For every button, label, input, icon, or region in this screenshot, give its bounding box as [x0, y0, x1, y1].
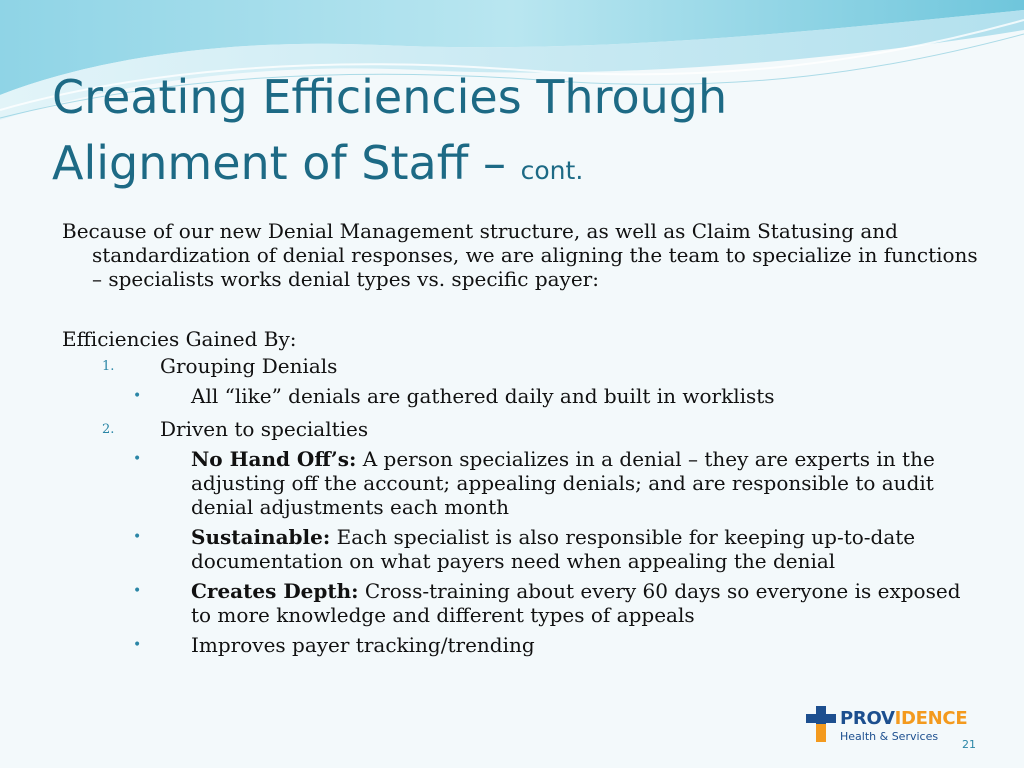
bullet-icon: • — [133, 451, 142, 467]
numbered-item — [62, 414, 982, 444]
logo-brand-part2: IDENCE — [894, 708, 968, 729]
numbered-item — [62, 351, 982, 381]
slide-title — [52, 64, 952, 204]
bullet-icon: • — [133, 388, 142, 404]
bullet-bold-lead: No Hand Off’s: — [191, 447, 357, 471]
bullet-item — [62, 447, 982, 519]
bullet-text: Improves payer tracking/trending — [191, 633, 535, 657]
bullet-icon: • — [133, 637, 142, 653]
item-label: Driven to specialties — [160, 417, 369, 441]
logo-brand-part1: PROV — [840, 708, 895, 729]
bullet-item — [62, 384, 982, 408]
slide-body — [62, 219, 982, 663]
item-label: Grouping Denials — [160, 354, 338, 378]
logo-subtitle: Health & Services — [840, 730, 939, 743]
bullet-icon: • — [133, 583, 142, 599]
bullet-text: Each specialist is also responsible for keeping up-to-date documentation on what payers need when appealing the denial — [191, 525, 916, 573]
bullet-item — [62, 579, 982, 627]
bullet-text: A person specializes in a denial – they are experts in the adjusting off the account; appealing denials; and are responsible to audit denial adjustments each month — [191, 447, 935, 519]
efficiencies-heading: Efficiencies Gained By: — [62, 327, 297, 351]
slide-number: 21 — [962, 738, 976, 751]
bullet-bold-lead: Creates Depth: — [191, 579, 359, 603]
logo-brand-text — [840, 708, 967, 729]
item-number: 2. — [102, 422, 115, 437]
providence-logo — [806, 706, 986, 750]
bullet-text: All “like” denials are gathered daily and built in worklists — [191, 384, 775, 408]
bullet-icon: • — [133, 529, 142, 545]
title-line1: Creating Efficiencies Through — [52, 70, 728, 124]
providence-cross-icon — [806, 706, 836, 742]
bullet-item — [62, 633, 982, 657]
bullet-text: Cross-training about every 60 days so everyone is exposed to more knowledge and different types of appeals — [191, 579, 961, 627]
title-suffix: cont. — [520, 156, 584, 185]
intro-paragraph: Because of our new Denial Management structure, as well as Claim Statusing and standardization of denial responses, we are aligning the team to specialize in functions – specialists works denial types vs. specific payer: — [62, 219, 978, 291]
title-line2: Alignment of Staff – — [52, 136, 507, 190]
item-number: 1. — [102, 359, 115, 374]
bullet-bold-lead: Sustainable: — [191, 525, 331, 549]
bullet-item — [62, 525, 982, 573]
